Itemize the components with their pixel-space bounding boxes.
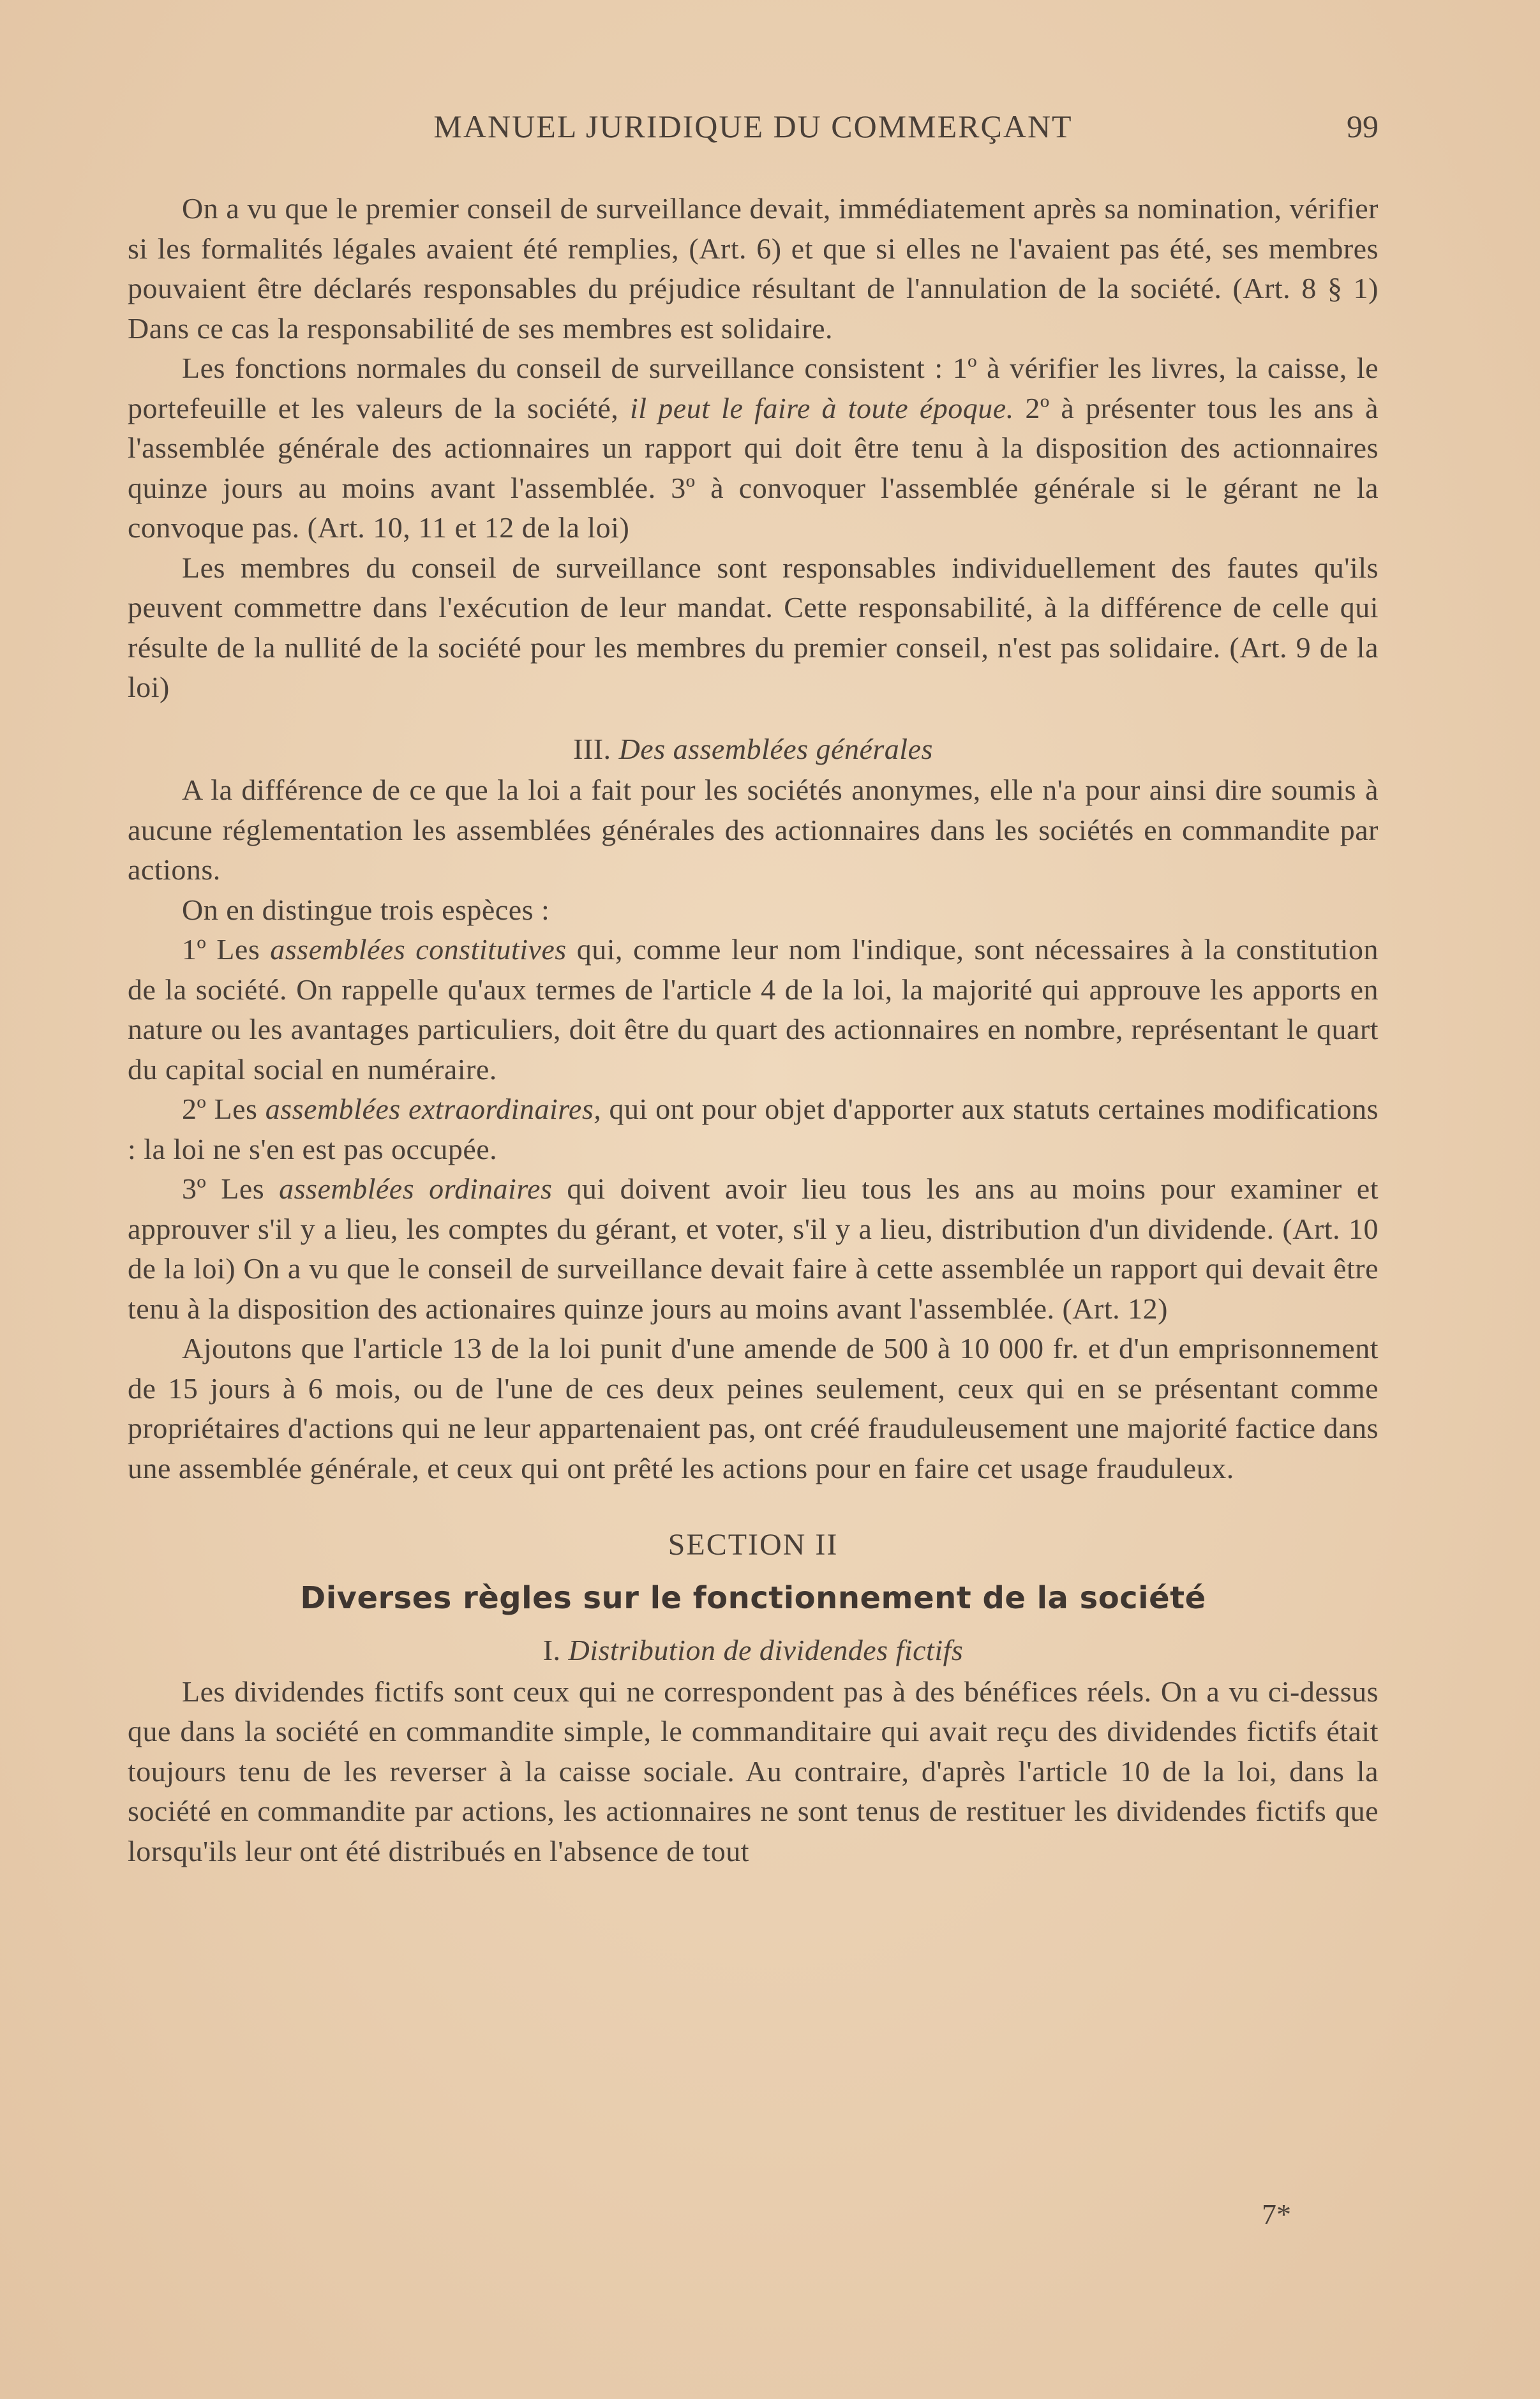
paragraph: Ajoutons que l'article 13 de la loi punit d'une amende de 500 à 10 000 fr. et d'un emprisonnement de 15 jours à 6 mois, ou de l'une de ces deux peines seulement, ceux qui en se présentant comme propriétaires d'actions qui ne leur appartenaient pas, ont créé frauduleusement une majorité factice dans une assemblée générale, et ceux qui ont prêté les actions pour en faire cet usage frauduleux. — [128, 1332, 1379, 1484]
paragraph — [128, 1169, 1379, 1329]
page-body — [128, 189, 1379, 1871]
heading-number: I. — [542, 1634, 561, 1666]
heading-title: Des assemblées générales — [618, 732, 933, 765]
running-title: MANUEL JURIDIQUE DU COMMERÇANT — [433, 108, 1073, 144]
paragraph — [128, 348, 1379, 548]
italic-run: il peut le faire à toute époque. — [629, 391, 1014, 424]
paragraph: On a vu que le premier conseil de surveillance devait, immédiatement après sa nomination, vérifier si les formalités légales avaient été remplies, (Art. 6) et que si elles ne l'avaient pas été, ses membres pouvaient être déclarés responsables du préjudice résultant de l'annulation de la société. (Art. 8 § 1) Dans ce cas la responsabilité de ses membres est solidaire. — [128, 192, 1379, 345]
heading-number: III. — [573, 732, 611, 765]
text-run: 2º à présenter tous les ans à l'assemblée générale des actionnaires un rapport qui doit être tenu à la disposition des actionnaires quinze jours au moins avant l'assemblée. 3º à convoquer l'assemblée générale si le gérant ne la convoque pas. (Art. 10, 11 et 12 de la loi) — [128, 391, 1379, 544]
signature-mark: 7* — [1262, 2198, 1291, 2231]
paragraph — [128, 930, 1379, 1089]
text-run: 1º Les — [182, 933, 271, 966]
paragraph: Les dividendes fictifs sont ceux qui ne correspondent pas à des bénéfices réels. On a vu ci-dessus que dans la société en commandite simple, le commanditaire qui avait reçu des dividendes fictifs était toujours tenu de les reverser à la caisse sociale. Au contraire, d'après l'article 10 de la loi, dans la société en commandite par actions, les actionnaires ne sont tenus de restituer les dividendes fictifs que lorsqu'ils leur ont été distribués en l'absence de tout — [128, 1675, 1379, 1867]
paragraph: A la différence de ce que la loi a fait pour les sociétés anonymes, elle n'a pour ainsi dire soumis à aucune réglementation les assemblées générales des actionnaires dans les sociétés en commandite par actions. — [128, 774, 1379, 886]
heading-title: Distribution de dividendes fictifs — [568, 1634, 964, 1666]
subsection-heading — [128, 1631, 1379, 1671]
paragraph — [128, 1089, 1379, 1169]
text-run: Les fonctions normales du conseil de surveillance consistent : 1º à vérifier les livres, la caisse, le portefeuille et les valeurs de la société, — [128, 352, 1379, 424]
subsection-heading — [128, 729, 1379, 770]
section-title: Diverses règles sur le fonctionnement de la société — [300, 1580, 1206, 1616]
text-run: qui ont pour objet d'apporter aux statuts certaines modifications : la loi ne s'en est pas occupée. — [128, 1093, 1379, 1165]
section-label: SECTION II — [668, 1528, 839, 1562]
page-header — [128, 101, 1379, 152]
text-run: 3º Les — [182, 1172, 280, 1205]
italic-run: assemblées ordinaires — [279, 1172, 553, 1205]
page-number: 99 — [1347, 108, 1379, 144]
text-run: 2º Les — [182, 1093, 265, 1125]
paragraph: Les membres du conseil de surveillance sont responsables individuellement des fautes qu'ils peuvent commettre dans l'exécution de leur mandat. Cette responsabilité, à la différence de celle qui résulte de la nullité de la société pour les membres du premier conseil, n'est pas solidaire. (Art. 9 de la loi) — [128, 551, 1379, 703]
text-run: qui doivent avoir lieu tous les ans au moins pour examiner et approuver s'il y a lieu, les comptes du gérant, et voter, s'il y a lieu, distribution d'un dividende. (Art. 10 de la loi) On a vu que le conseil de surveillance devait faire à cette assemblée un rapport qui devait être tenu à la disposition des actionaires quinze jours au moins avant l'assemblée. (Art. 12) — [128, 1172, 1379, 1325]
italic-run: assemblées constitutives — [270, 933, 567, 966]
italic-run: assemblées extraordinaires, — [265, 1093, 602, 1125]
text-run: qui, comme leur nom l'indique, sont nécessaires à la constitution de la société. On rappelle qu'aux termes de l'article 4 de la loi, la majorité qui approuve les apports en nature ou les avantages particuliers, doit être du quart des actionnaires en nombre, représentant le quart du capital social en numéraire. — [128, 933, 1379, 1086]
paragraph: On en distingue trois espèces : — [182, 893, 550, 926]
